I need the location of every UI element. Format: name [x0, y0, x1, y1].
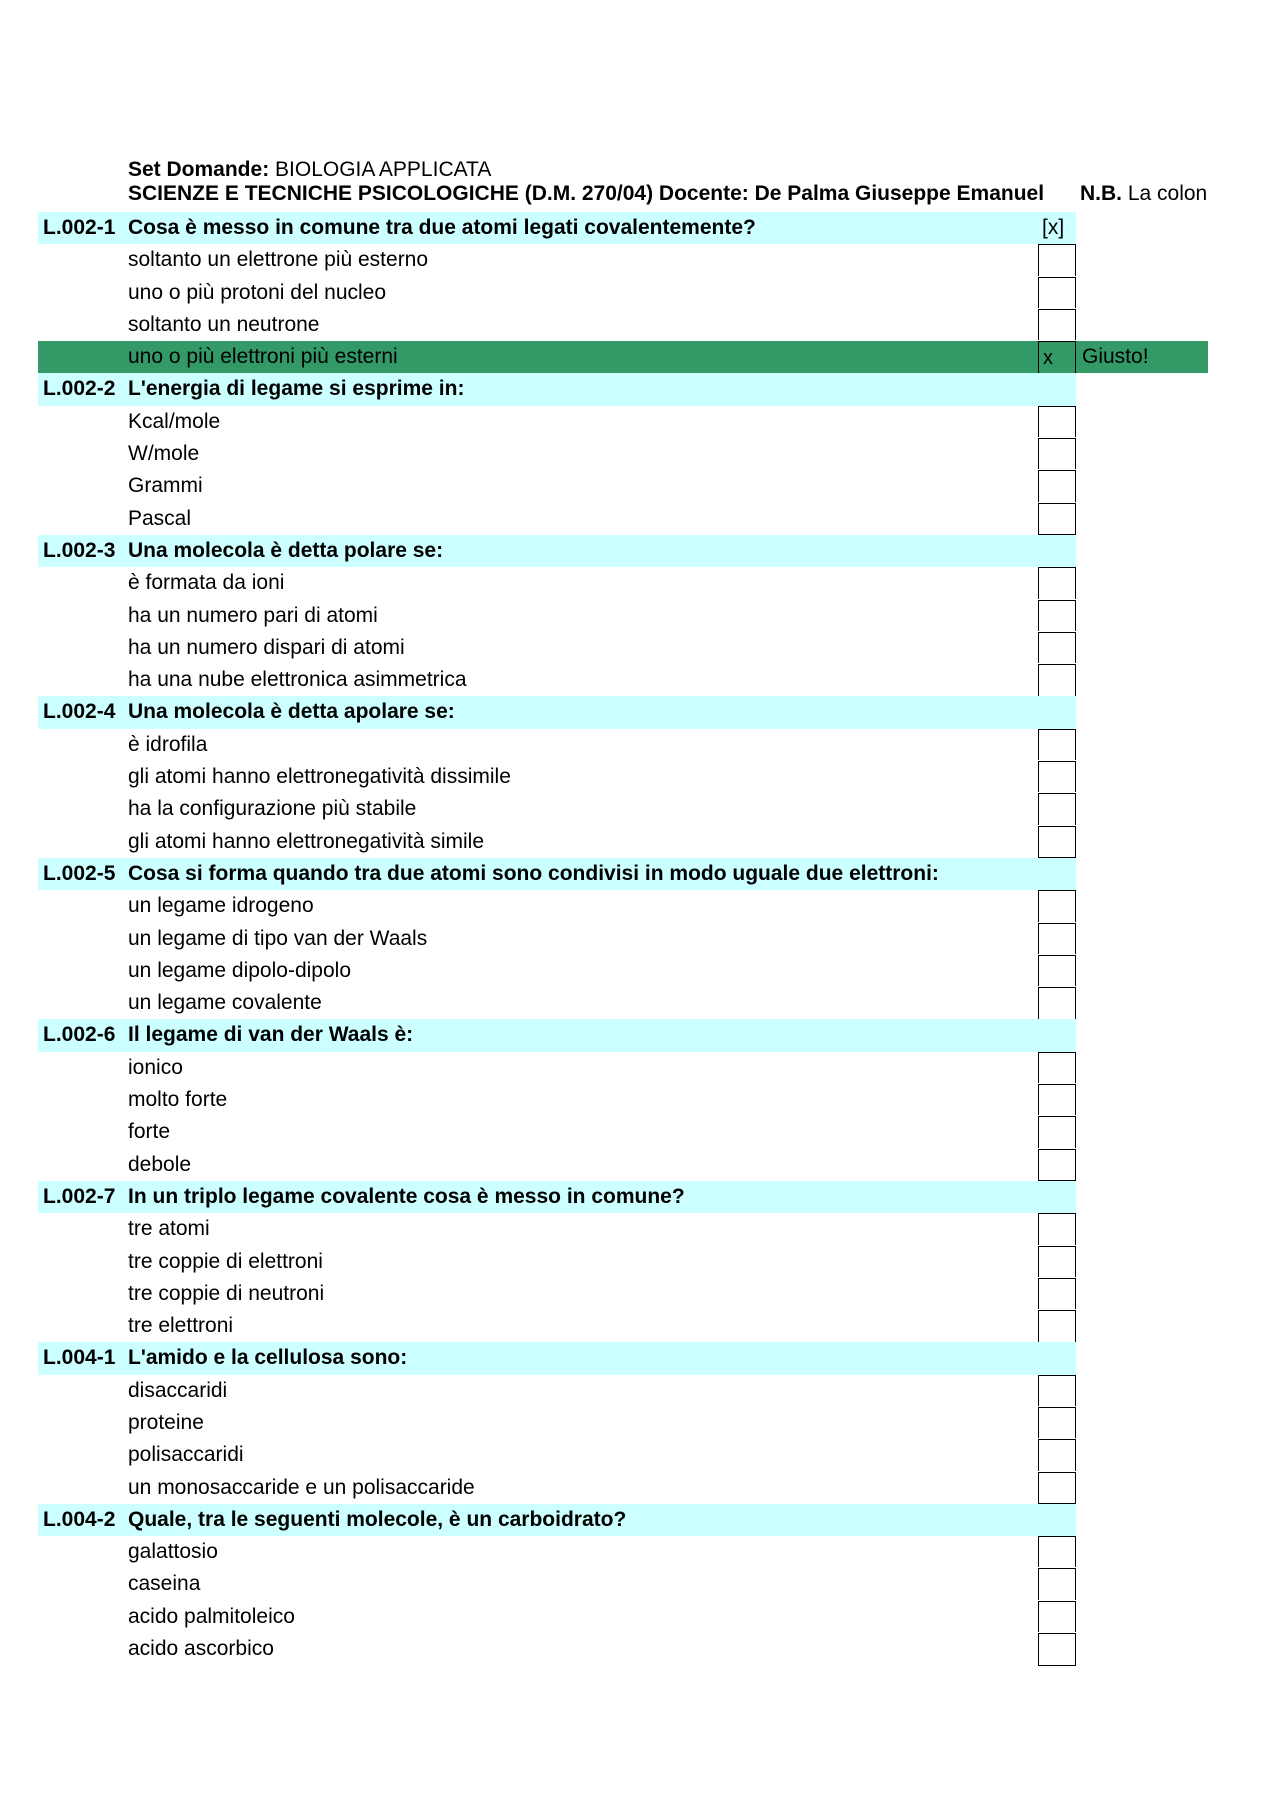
answer-row: [38, 1084, 1208, 1116]
answer-text: Grammi: [128, 474, 203, 498]
question-text: In un triplo legame covalente cosa è messo in comune?: [128, 1184, 685, 1208]
answer-row: [38, 1052, 1208, 1084]
answer-row: [38, 1633, 1208, 1665]
answer-text: uno o più protoni del nucleo: [128, 280, 387, 304]
question-text: L'amido e la cellulosa sono:: [128, 1346, 408, 1370]
answer-text: polisaccaridi: [128, 1443, 244, 1467]
answer-row: [38, 793, 1208, 825]
answer-text: tre atomi: [128, 1217, 210, 1241]
set-prefix: Set Domande:: [128, 158, 276, 181]
note-text: La colon: [1122, 182, 1208, 205]
answer-row: [38, 826, 1208, 858]
answer-row: [38, 406, 1208, 438]
answer-text: è formata da ioni: [128, 571, 285, 595]
answer-checkbox[interactable]: [1038, 406, 1076, 437]
answer-checkbox[interactable]: [1038, 761, 1076, 792]
question-row: [38, 858, 1076, 890]
answer-column-header: [x]: [1042, 216, 1065, 239]
answer-row: [38, 890, 1208, 922]
answer-checkbox[interactable]: [1038, 923, 1076, 954]
question-text: Una molecola è detta apolare se:: [128, 700, 455, 724]
question-list: [38, 212, 1208, 1665]
course-text: SCIENZE E TECNICHE PSICOLOGICHE (D.M. 270/04) Docente: De Palma Giuseppe Emanuel: [128, 182, 1045, 205]
answer-checkbox[interactable]: [1038, 890, 1076, 921]
answer-text: tre coppie di neutroni: [128, 1281, 325, 1305]
answer-text: gli atomi hanno elettronegatività dissimile: [128, 765, 511, 789]
answer-row: [38, 438, 1208, 470]
answer-text: debole: [128, 1152, 192, 1176]
answer-row: [38, 1278, 1208, 1310]
question-row: [38, 1504, 1076, 1536]
answer-row: [38, 987, 1208, 1019]
question-text: Quale, tra le seguenti molecole, è un carboidrato?: [128, 1507, 627, 1531]
answer-checkbox[interactable]: [1038, 277, 1076, 308]
question-text: Cosa si forma quando tra due atomi sono condivisi in modo uguale due elettroni:: [128, 861, 939, 885]
set-title: [128, 158, 491, 182]
question-row: [38, 1019, 1076, 1051]
answer-text: forte: [128, 1120, 171, 1144]
note: [1080, 182, 1207, 206]
answer-checkbox[interactable]: [1038, 1278, 1076, 1309]
question-row: [38, 535, 1076, 567]
answer-checkbox[interactable]: [1038, 567, 1076, 598]
answer-row: [38, 503, 1208, 535]
answer-checkbox[interactable]: [1038, 1149, 1076, 1182]
answer-row: [38, 1407, 1208, 1439]
answer-text: tre coppie di elettroni: [128, 1249, 323, 1273]
answer-text: tre elettroni: [128, 1314, 234, 1338]
answer-checkbox[interactable]: [1038, 987, 1076, 1020]
answer-feedback: Giusto!: [1082, 345, 1149, 369]
answer-text: W/mole: [128, 442, 200, 466]
question-code: L.002-2: [43, 377, 116, 401]
answer-row: [38, 244, 1208, 276]
answer-row: [38, 1601, 1208, 1633]
question-code: L.002-5: [43, 861, 116, 885]
answer-text: Kcal/mole: [128, 409, 221, 433]
answer-text: gli atomi hanno elettronegatività simile: [128, 829, 485, 853]
answer-checkbox[interactable]: [1038, 664, 1076, 697]
answer-row: [38, 923, 1208, 955]
answer-checkbox[interactable]: [1038, 244, 1076, 275]
answer-text: ha una nube elettronica asimmetrica: [128, 668, 467, 692]
answer-checkbox[interactable]: [1038, 1536, 1076, 1567]
answer-text: un monosaccaride e un polisaccaride: [128, 1475, 475, 1499]
answer-checkbox[interactable]: [1038, 1052, 1076, 1083]
question-code: L.002-4: [43, 700, 116, 724]
question-text: Una molecola è detta polare se:: [128, 538, 444, 562]
answer-text: uno o più elettroni più esterni: [128, 345, 398, 369]
answer-checkbox[interactable]: [1038, 632, 1076, 663]
answer-row: [38, 1310, 1208, 1342]
question-text: Il legame di van der Waals è:: [128, 1023, 414, 1047]
answer-checkbox[interactable]: [1038, 309, 1076, 340]
answer-checkbox[interactable]: [1038, 438, 1076, 469]
question-text: Cosa è messo in comune tra due atomi legati covalentemente?: [128, 216, 756, 239]
answer-text: Pascal: [128, 506, 192, 530]
answer-row: [38, 1439, 1208, 1471]
answer-text: un legame di tipo van der Waals: [128, 926, 428, 950]
answer-row: [38, 1246, 1208, 1278]
answer-row: [38, 664, 1208, 696]
answer-row: [38, 1568, 1208, 1600]
answer-checkbox[interactable]: [1038, 1568, 1076, 1599]
answer-text: proteine: [128, 1410, 204, 1434]
question-code: L.002-3: [43, 538, 116, 562]
answer-checkbox[interactable]: [1038, 793, 1076, 824]
answer-text: ha un numero pari di atomi: [128, 603, 378, 627]
answer-row: [38, 309, 1208, 341]
answer-row: [38, 761, 1208, 793]
answer-row: [38, 470, 1208, 502]
answer-checkbox[interactable]: [1038, 1633, 1076, 1666]
answer-row: [38, 1213, 1208, 1245]
answer-row-correct: [38, 341, 1208, 373]
answer-row: [38, 1149, 1208, 1181]
answer-checkbox[interactable]: [1038, 1213, 1076, 1244]
answer-row: [38, 729, 1208, 761]
question-row: [38, 1342, 1076, 1374]
question-code: L.002-6: [43, 1023, 116, 1047]
answer-text: un legame covalente: [128, 991, 322, 1015]
answer-text: ha un numero dispari di atomi: [128, 635, 405, 659]
answer-checkbox[interactable]: [1038, 955, 1076, 986]
set-subject: BIOLOGIA APPLICATA: [275, 158, 492, 181]
answer-text: soltanto un elettrone più esterno: [128, 248, 429, 272]
answer-checkbox[interactable]: [1038, 470, 1076, 501]
answer-text: acido ascorbico: [128, 1637, 274, 1661]
answer-row: [38, 1116, 1208, 1148]
course-title: [128, 182, 1044, 206]
answer-text: è idrofila: [128, 732, 208, 756]
answer-checkbox[interactable]: [1038, 1084, 1076, 1115]
answer-checkbox[interactable]: x: [1038, 341, 1076, 374]
answer-text: ha la configurazione più stabile: [128, 797, 417, 821]
answer-checkbox[interactable]: [1038, 600, 1076, 631]
answer-checkbox[interactable]: [1038, 1246, 1076, 1277]
answer-row: [38, 567, 1208, 599]
question-row: [38, 1181, 1076, 1213]
answer-row: [38, 277, 1208, 309]
question-text: L'energia di legame si esprime in:: [128, 377, 465, 401]
answer-checkbox[interactable]: [1038, 1116, 1076, 1147]
question-code: L.004-1: [43, 1346, 116, 1370]
answer-checkbox[interactable]: [1038, 1310, 1076, 1343]
question-code: L.002-7: [43, 1184, 116, 1208]
answer-checkbox[interactable]: [1038, 1601, 1076, 1632]
answer-text: soltanto un neutrone: [128, 312, 320, 336]
answer-text: galattosio: [128, 1540, 218, 1564]
answer-row: [38, 632, 1208, 664]
question-code: L.004-2: [43, 1507, 116, 1531]
answer-text: un legame dipolo-dipolo: [128, 958, 351, 982]
answer-text: molto forte: [128, 1088, 228, 1112]
answer-row: [38, 1536, 1208, 1568]
answer-checkbox[interactable]: [1038, 1375, 1076, 1406]
answer-text: acido palmitoleico: [128, 1604, 295, 1628]
question-code: L.002-1: [43, 216, 116, 239]
answer-text: ionico: [128, 1055, 183, 1079]
question-row: [38, 212, 1076, 244]
answer-checkbox[interactable]: [1038, 503, 1076, 536]
answer-checkbox[interactable]: [1038, 729, 1076, 760]
answer-row: [38, 1472, 1208, 1504]
answer-checkbox[interactable]: [1038, 1439, 1076, 1470]
question-row: [38, 696, 1076, 728]
answer-row: [38, 955, 1208, 987]
answer-checkbox[interactable]: [1038, 826, 1076, 859]
answer-text: caseina: [128, 1572, 201, 1596]
answer-text: un legame idrogeno: [128, 894, 314, 918]
answer-text: disaccaridi: [128, 1378, 228, 1402]
answer-row: [38, 1375, 1208, 1407]
note-label: N.B.: [1080, 182, 1122, 205]
answer-checkbox[interactable]: [1038, 1472, 1076, 1505]
answer-checkbox[interactable]: [1038, 1407, 1076, 1438]
question-row: [38, 373, 1076, 405]
answer-row: [38, 600, 1208, 632]
